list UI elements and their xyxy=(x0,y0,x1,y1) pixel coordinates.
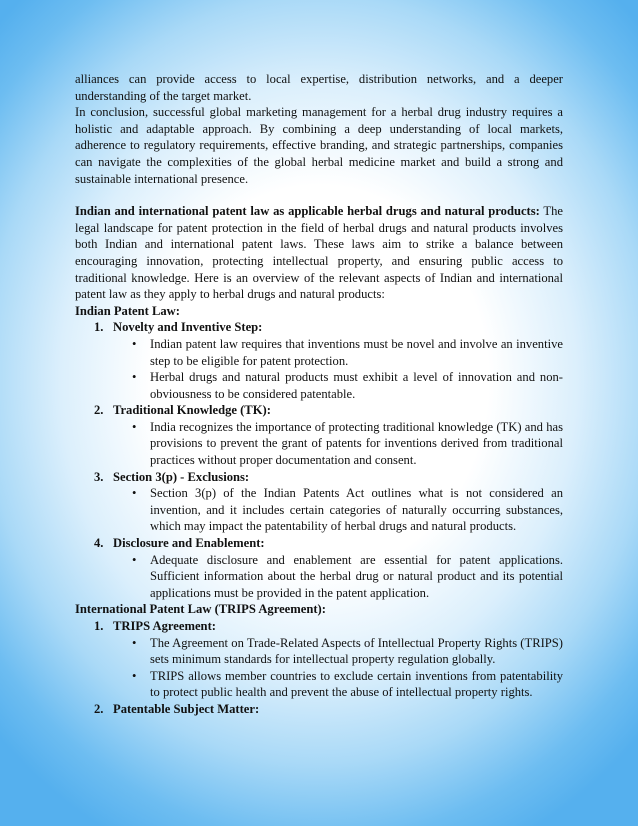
bullet-item: • The Agreement on Trade-Related Aspects of Intellectual Property Rights (TRIPS) sets minimum standards for intellectual property regulation globally. xyxy=(75,635,563,668)
intro-paragraph-1: alliances can provide access to local expertise, distribution networks, and a deeper understanding of the target market. xyxy=(75,72,563,103)
numbered-item xyxy=(75,402,563,419)
bullet-item: • Herbal drugs and natural products must exhibit a level of innovation and non-obviousness to be considered patentable. xyxy=(75,369,563,402)
numbered-item xyxy=(75,618,563,635)
bullet-item: • India recognizes the importance of protecting traditional knowledge (TK) and has provisions to prevent the grant of patents for inventions derived from traditional practices without proper documentation and consent. xyxy=(75,419,563,469)
numbered-item xyxy=(75,535,563,552)
item-number: 4. xyxy=(94,536,104,551)
bullet-list xyxy=(75,419,563,469)
numbered-item xyxy=(75,469,563,486)
numbered-item xyxy=(75,319,563,336)
item-number: 1. xyxy=(94,619,104,633)
bullet-item: • Adequate disclosure and enablement are essential for patent applications. Sufficient information about the herbal drug or natural product and its potential applications must be provided in the patent application. xyxy=(75,552,563,602)
item-number: 3. xyxy=(94,469,104,484)
paragraph-gap xyxy=(75,187,563,203)
section-body: The legal landscape for patent protection in the field of herbal drugs and natural products involves both Indian and international patent laws. These laws aim to strike a balance between encouraging innovation, protecting intellectual property, and ensuring public access to traditional knowledge. Here is an overview of the relevant aspects of Indian and international patent law as they apply to herbal drugs and natural products: xyxy=(75,204,563,302)
bullet-list xyxy=(75,485,563,535)
indian-law-list xyxy=(75,319,563,601)
item-number: 2. xyxy=(94,403,104,418)
item-title: Section 3(p) - Exclusions: xyxy=(113,469,250,484)
bullet-list xyxy=(75,635,563,701)
item-title: Patentable Subject Matter: xyxy=(113,701,260,716)
item-number: 1. xyxy=(94,320,104,335)
international-law-list xyxy=(75,618,563,718)
bullet-list xyxy=(75,336,563,402)
item-title: Novelty and Inventive Step: xyxy=(113,320,263,335)
section-heading: Indian and international patent law as applicable herbal drugs and natural products: xyxy=(75,204,540,219)
bullet-item: • Section 3(p) of the Indian Patents Act outlines what is not considered an invention, and it includes certain categories of naturally occurring substances, which may impact the patentability of herbal drugs and natural products. xyxy=(75,485,563,535)
item-title: Disclosure and Enablement: xyxy=(113,536,265,551)
international-law-title: International Patent Law (TRIPS Agreement): xyxy=(75,602,326,617)
item-title: Traditional Knowledge (TK): xyxy=(113,403,271,418)
bullet-list xyxy=(75,552,563,602)
document-page xyxy=(75,71,563,718)
item-title: TRIPS Agreement: xyxy=(113,619,216,633)
section-paragraph xyxy=(75,203,563,303)
numbered-item xyxy=(75,701,563,718)
indian-law-title: Indian Patent Law: xyxy=(75,303,180,318)
item-number: 2. xyxy=(94,701,104,716)
bullet-item: • TRIPS allows member countries to exclude certain inventions from patentability to protect public health and prevent the abuse of intellectual property rights. xyxy=(75,668,563,701)
intro-paragraph-2: In conclusion, successful global marketing management for a herbal drug industry requires a holistic and adaptable approach. By combining a deep understanding of local markets, adherence to regulatory requirements, effective branding, and strategic partnerships, companies can navigate the complexities of the global herbal medicine market and build a strong and sustainable international presence. xyxy=(75,105,563,186)
bullet-item: • Indian patent law requires that inventions must be novel and involve an inventive step to be eligible for patent protection. xyxy=(75,336,563,369)
